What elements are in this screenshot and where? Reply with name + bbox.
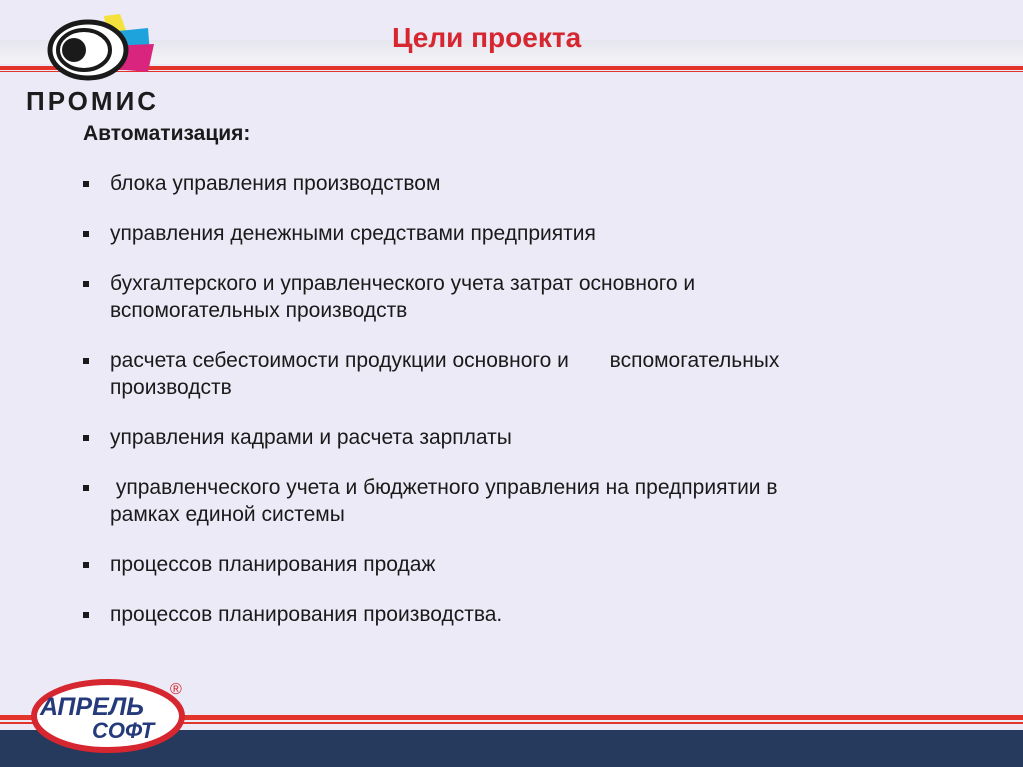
list-item-line: блока управления производством bbox=[110, 172, 441, 195]
bullet-square-icon bbox=[83, 181, 89, 187]
april-logo-line2: СОФТ bbox=[92, 718, 155, 743]
bullet-square-icon bbox=[83, 358, 89, 364]
list-item bbox=[83, 551, 435, 578]
list-item-line: бухгалтерского и управленческого учета затрат основного и bbox=[110, 272, 696, 295]
bullet-square-icon bbox=[83, 231, 89, 237]
list-item-line: рамках единой системы bbox=[110, 503, 345, 526]
list-item bbox=[83, 270, 695, 324]
list-item bbox=[83, 424, 512, 451]
list-item-line: процессов планирования производства. bbox=[110, 603, 503, 626]
list-item-line: процессов планирования продаж bbox=[110, 553, 436, 576]
bullet-square-icon bbox=[83, 281, 89, 287]
list-item-line: производств bbox=[110, 376, 232, 399]
registered-mark-icon: ® bbox=[170, 681, 182, 698]
bullet-square-icon bbox=[83, 562, 89, 568]
list-item bbox=[83, 347, 779, 401]
bullet-square-icon bbox=[83, 435, 89, 441]
april-soft-logo bbox=[30, 674, 190, 754]
bullet-square-icon bbox=[83, 612, 89, 618]
april-logo-line1: АПРЕЛЬ bbox=[40, 693, 144, 721]
page-title: Цели проекта bbox=[392, 22, 582, 53]
promis-logo-text: ПРОМИС bbox=[26, 86, 160, 116]
bullet-square-icon bbox=[83, 485, 89, 491]
list-item-line: управленческого учета и бюджетного управления на предприятии в bbox=[110, 476, 778, 499]
promis-logo-icon bbox=[44, 14, 164, 82]
list-item bbox=[83, 474, 778, 528]
list-item-line: управления кадрами и расчета зарплаты bbox=[110, 426, 512, 449]
list-item-line: расчета себестоимости продукции основного и вспомогательных bbox=[110, 349, 780, 372]
list-item-line: вспомогательных производств bbox=[110, 299, 408, 322]
section-heading: Автоматизация: bbox=[83, 122, 251, 145]
list-item bbox=[83, 170, 440, 197]
list-item-line: управления денежными средствами предприятия bbox=[110, 222, 596, 245]
list-item bbox=[83, 220, 596, 247]
list-item bbox=[83, 601, 502, 628]
